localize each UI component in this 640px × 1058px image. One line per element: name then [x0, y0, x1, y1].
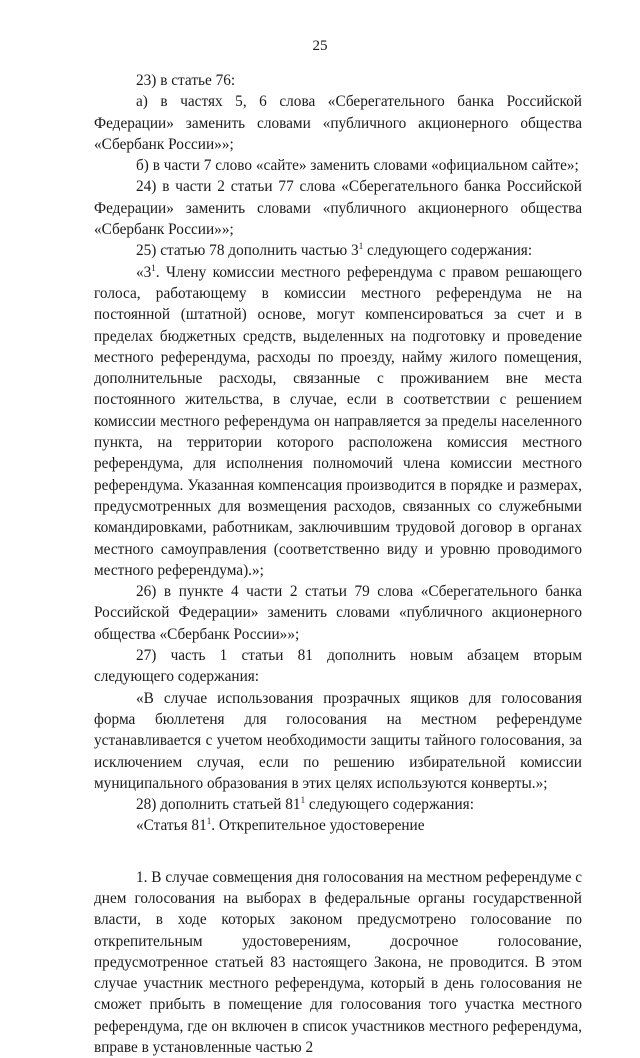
superscript: 1: [206, 816, 212, 827]
paragraph-25: [94, 240, 582, 261]
article-part-1: 1. В случае совмещения дня голосования на местном референдуме с днем голосования на выборах в федеральные органы государственной власти, в ходе которых законом предусмотрено голосование по открепительным удостоверениям, досрочное голосование, предусмотренное статьей 83 настоящего Закона, не проводится. В этом случае участник местного референдума, который в день голосования не сможет прибыть в помещение для голосования того участка местного референдума, где он включен в список участников местного референдума, вправе в установленные частью 2: [94, 868, 582, 1057]
paragraph-23b: б) в части 7 слово «сайте» заменить словами «официальном сайте»;: [136, 157, 579, 175]
article-heading: [94, 815, 582, 836]
superscript: 1: [151, 262, 156, 273]
paragraph-28-text-b: следующего содержания:: [305, 796, 474, 814]
paragraph-23a: а) в частях 5, 6 слова «Сберегательного банка Российской Федерации» заменить словами «публичного акционерного общества «Сбербанк России»»;: [94, 93, 582, 153]
article-heading-text-a: «Статья 81: [136, 817, 207, 835]
quote-text-a: «3: [136, 263, 152, 281]
paragraph-23: 23) в статье 76:: [136, 72, 236, 89]
paragraph-25-quote: [94, 262, 582, 581]
paragraph-27: 27) часть 1 статьи 81 дополнить новым абзацем вторым следующего содержания:: [94, 647, 582, 686]
paragraph-28: [94, 794, 582, 815]
article-heading-text-b: . Открепительное удостоверение: [211, 817, 425, 835]
page-number: 25: [312, 38, 328, 54]
paragraph-28-text-a: 28) дополнить статьей 81: [136, 796, 301, 814]
paragraph-26: 26) в пункте 4 части 2 статьи 79 слова «Сберегательного банка Российской Федерации» заменить словами «публичного акционерного общества «Сбербанк России»»;: [94, 583, 582, 643]
spacer: [94, 837, 582, 867]
superscript: 1: [300, 795, 306, 805]
quote-text-b: . Члену комиссии местного референдума с правом решающего голоса, работающему в комиссии местного референдума не на постоянной (штатной) основе, могут компенсироваться за счет и в пределах бюджетных средств, выделенных на подготовку и проведение местного референдума, расходы по проезду, найму жилого помещения, дополнительные расходы, связанные с проживанием вне места постоянного жительства, в случае, если в соответствии с решением комиссии местного референдума он направляется за пределы населенного пункта, на территории которого расположена комиссия местного референдума, для исполнения полномочий члена комиссии местного референдума. Указанная компенсация производится в порядке и размерах, предусмотренных для возмещения расходов, связанных со служебными командировками, работникам, заключившим трудовой договор в органах местного самоуправления (соответственно виду и уровню проводимого местного референдума).»;: [94, 263, 582, 579]
paragraph-25-text-b: следующего содержания:: [363, 242, 533, 260]
superscript: 1: [358, 241, 364, 252]
paragraph-24: 24) в части 2 статьи 77 слова «Сберегательного банка Российской Федерации» заменить словами «публичного акционерного общества «Сбербанк России»»;: [94, 178, 582, 239]
paragraph-27-quote: «В случае использования прозрачных ящиков для голосования форма бюллетеня для голосования на местном референдуме устанавливается с учетом необходимости защиты тайного голосования, за исключением случая, если по решению избирательной комиссии муниципального образования в этих целях используются конверты.»;: [94, 689, 582, 792]
document-body: [94, 70, 582, 1058]
paragraph-25-text-a: 25) статью 78 дополнить частью 3: [136, 242, 359, 260]
